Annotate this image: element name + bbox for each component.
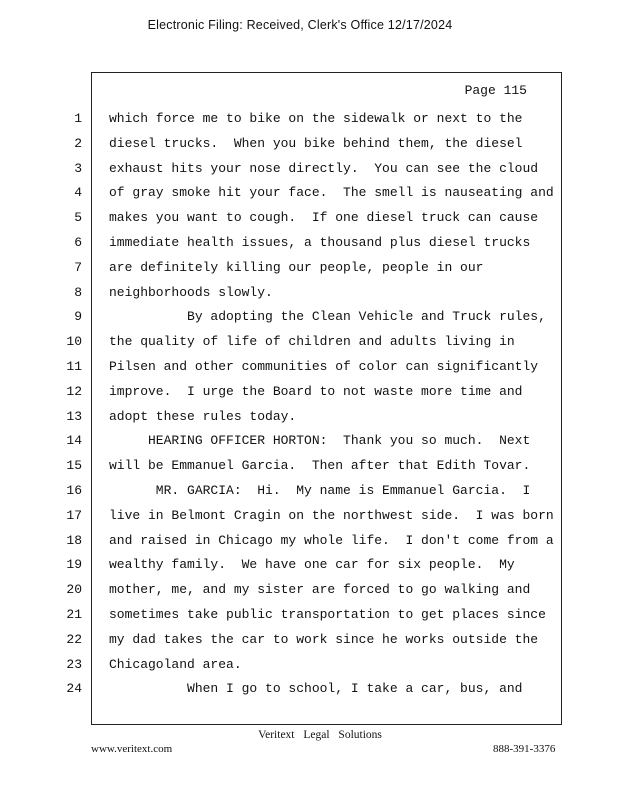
line-text: and raised in Chicago my whole life. I don't come from a bbox=[109, 532, 554, 548]
line-text: of gray smoke hit your face. The smell is nauseating and bbox=[109, 185, 554, 201]
line-text: wealthy family. We have one car for six people. My bbox=[109, 557, 515, 573]
line-text: which force me to bike on the sidewalk or next to the bbox=[109, 111, 523, 126]
footer-phone: 888-391-3376 bbox=[493, 743, 556, 755]
line-number: 19 bbox=[66, 557, 82, 573]
line-number: 15 bbox=[66, 458, 82, 474]
line-text: diesel trucks. When you bike behind them, the diesel bbox=[109, 135, 523, 151]
line-number: 9 bbox=[74, 309, 82, 325]
line-number: 12 bbox=[66, 383, 82, 399]
line-text: HEARING OFFICER HORTON: Thank you so much. Next bbox=[109, 433, 531, 449]
line-number: 2 bbox=[74, 135, 82, 151]
line-number: 23 bbox=[66, 656, 82, 672]
line-number: 24 bbox=[66, 681, 82, 697]
line-text: Pilsen and other communities of color can significantly bbox=[109, 359, 539, 374]
line-number: 8 bbox=[74, 284, 82, 300]
line-number: 3 bbox=[74, 160, 82, 176]
line-number: 14 bbox=[66, 433, 82, 449]
line-number: 20 bbox=[66, 582, 82, 598]
line-text: Chicagoland area. bbox=[109, 656, 242, 672]
line-number: 18 bbox=[66, 532, 82, 548]
line-number: 13 bbox=[66, 408, 82, 424]
line-number: 1 bbox=[74, 111, 82, 126]
line-text: exhaust hits your nose directly. You can see the cloud bbox=[109, 160, 539, 176]
line-text: sometimes take public transportation to get places since bbox=[109, 607, 546, 622]
line-number: 22 bbox=[66, 631, 82, 647]
line-text: mother, me, and my sister are forced to go walking and bbox=[109, 582, 531, 598]
line-text: are definitely killing our people, people in our bbox=[109, 259, 484, 275]
line-number: 17 bbox=[66, 507, 82, 523]
line-number: 4 bbox=[74, 185, 82, 201]
line-text: improve. I urge the Board to not waste more time and bbox=[109, 383, 523, 399]
line-text: live in Belmont Cragin on the northwest side. I was born bbox=[109, 507, 554, 523]
line-number: 16 bbox=[66, 483, 82, 498]
line-text: will be Emmanuel Garcia. Then after that Edith Tovar. bbox=[109, 458, 531, 474]
line-number: 10 bbox=[66, 334, 82, 350]
line-text: the quality of life of children and adults living in bbox=[109, 334, 515, 350]
line-text: adopt these rules today. bbox=[109, 408, 297, 424]
page-number: Page 115 bbox=[464, 83, 527, 98]
line-number: 6 bbox=[74, 235, 82, 250]
line-number: 11 bbox=[66, 359, 82, 374]
line-number: 7 bbox=[74, 259, 82, 275]
line-text: my dad takes the car to work since he works outside the bbox=[109, 631, 539, 647]
footer-website: www.veritext.com bbox=[91, 743, 173, 755]
line-text: When I go to school, I take a car, bus, and bbox=[109, 681, 523, 697]
line-text: immediate health issues, a thousand plus diesel trucks bbox=[109, 235, 531, 250]
line-number: 5 bbox=[74, 210, 82, 226]
line-text: MR. GARCIA: Hi. My name is Emmanuel Garcia. I bbox=[109, 483, 531, 498]
filing-header: Electronic Filing: Received, Clerk's Office 12/17/2024 bbox=[147, 18, 453, 32]
line-text: makes you want to cough. If one diesel truck can cause bbox=[109, 210, 539, 226]
line-text: By adopting the Clean Vehicle and Truck rules, bbox=[109, 309, 546, 325]
footer-company: Veritext Legal Solutions bbox=[258, 729, 382, 741]
line-text: neighborhoods slowly. bbox=[109, 284, 273, 300]
line-number: 21 bbox=[66, 607, 82, 622]
